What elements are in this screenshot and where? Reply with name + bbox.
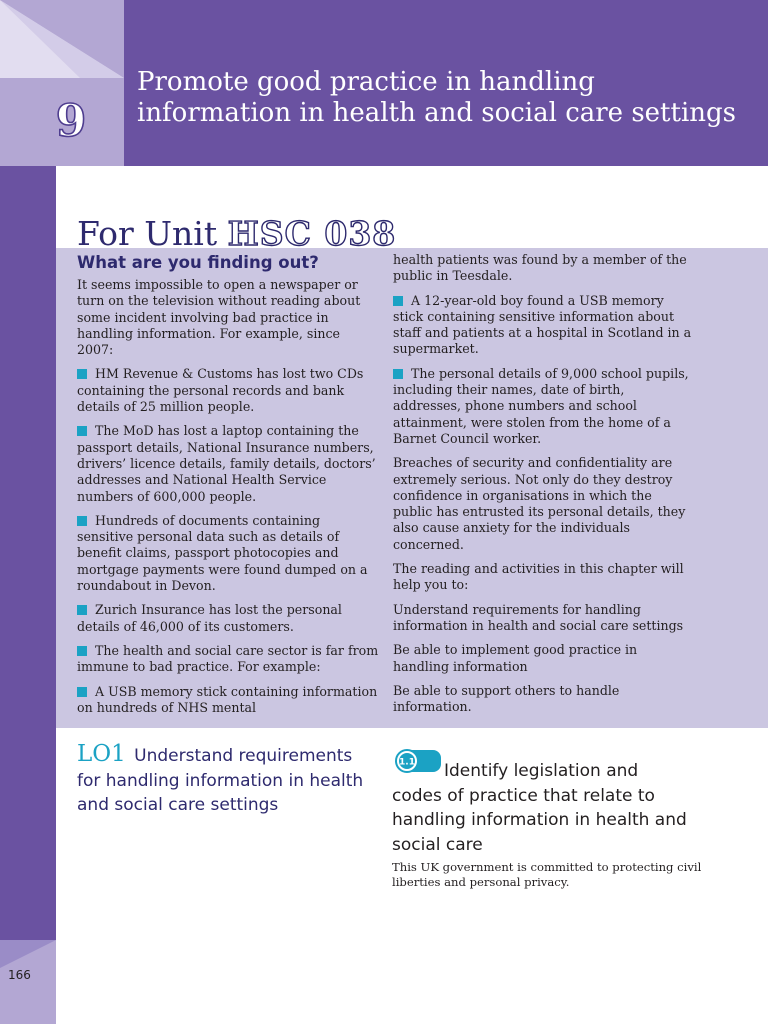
sidebar-notch: [0, 940, 56, 968]
lo-code: LO1: [77, 741, 126, 767]
chapter-number: 9: [55, 96, 87, 147]
list-item: HM Revenue & Customs has lost two CDs containing the personal records and bank details of 25 million people.: [77, 366, 364, 415]
continued-text: health patients was found by a member of the public in Teesdale.: [393, 252, 687, 284]
square-bullet-icon: [77, 516, 87, 526]
chapter-title: Promote good practice in handling information in health and social care settings: [137, 67, 737, 128]
square-bullet-icon: [77, 369, 87, 379]
square-bullet-icon: [393, 369, 403, 379]
list-item: A USB memory stick containing information on hundreds of NHS mental: [77, 683, 378, 715]
outcome-item: Understand requirements for handling information in health and social care settings: [393, 601, 684, 633]
intro-paragraph: The reading and activities in this chapter will help you to:: [393, 561, 684, 593]
section-heading: What are you finding out?: [77, 253, 319, 272]
learning-outcome: [77, 742, 377, 818]
list-item: A 12-year-old boy found a USB memory stick containing sensitive information about staff and patients at a hospital in Scotland in a supermarket.: [393, 292, 692, 357]
ac-badge-label: 1.1: [399, 757, 415, 768]
square-bullet-icon: [77, 605, 87, 615]
lo-title: Understand requirements for handling information in health and social care settings: [77, 746, 364, 815]
chapter-corner-triangle: [0, 0, 124, 78]
square-bullet-icon: [77, 687, 87, 697]
list-item: The MoD has lost a laptop containing the passport details, National Insurance numbers, drivers’ licence details, family details, doctors’ addresses and National Health Service numbers of 600,000 people.: [77, 423, 376, 504]
list-item: The health and social care sector is far from immune to bad practice. For example:: [77, 642, 379, 675]
chapter-number-box: [0, 0, 124, 166]
unit-prefix: For Unit: [77, 214, 218, 253]
unit-heading: [77, 212, 396, 256]
outcome-item: Be able to implement good practice in handling information: [393, 642, 638, 674]
intro-paragraph: It seems impossible to open a newspaper or turn on the television without reading about some incident involving bad practice in handling information. For example, since 2007:: [77, 277, 361, 358]
ac-title: Identify legislation and codes of practice that relate to handling information in health and social care: [392, 761, 687, 855]
square-bullet-icon: [393, 296, 403, 306]
intro-paragraph: Breaches of security and confidentiality are extremely serious. Not only do they destroy confidence in organisations in which the public has entrusted its personal details, they also cause anxiety for the individuals concerned.: [393, 455, 686, 552]
square-bullet-icon: [77, 646, 87, 656]
square-bullet-icon: [77, 426, 87, 436]
list-item: The personal details of 9,000 school pupils, including their names, date of birth, addresses, phone numbers and school attainment, were stolen from the home of a Barnet Council worker.: [393, 365, 689, 446]
list-item: Hundreds of documents containing sensitive personal data such as details of benefit claims, passport photocopies and mortgage payments were found dumped on a roundabout in Devon.: [77, 512, 368, 594]
intro-left-column: [77, 277, 379, 724]
page-number: 166: [8, 968, 31, 982]
intro-right-column: [393, 252, 695, 723]
unit-code: HSC 038: [227, 214, 397, 253]
ac-body: This UK government is committed to protecting civil liberties and personal privacy.: [392, 860, 702, 889]
outcome-item: Be able to support others to handle information.: [393, 682, 620, 715]
list-item: Zurich Insurance has lost the personal details of 46,000 of its customers.: [77, 602, 342, 634]
